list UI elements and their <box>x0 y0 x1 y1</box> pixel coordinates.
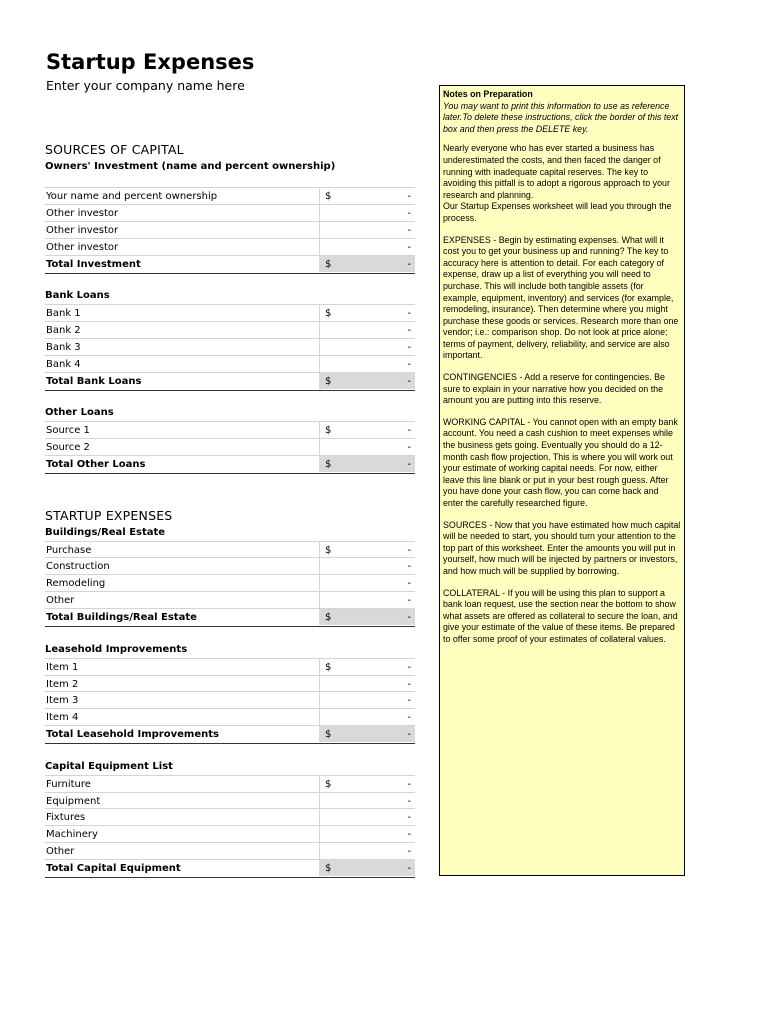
row-label: Item 2 <box>46 679 79 690</box>
total-label: Total Bank Loans <box>46 376 142 387</box>
total-row <box>45 455 415 474</box>
table-row[interactable] <box>45 204 415 222</box>
currency-symbol: $ <box>325 259 332 270</box>
row-label: Fixtures <box>46 812 86 823</box>
owners-investment-title: Owners' Investment (name and percent ownership) <box>45 161 336 172</box>
row-label: Other investor <box>46 242 119 253</box>
total-value: - <box>407 612 411 623</box>
row-value[interactable]: - <box>407 342 411 353</box>
sources-heading: SOURCES OF CAPITAL <box>45 142 184 157</box>
row-value[interactable]: - <box>407 242 411 253</box>
row-label: Source 2 <box>46 442 90 453</box>
total-row <box>45 859 415 878</box>
total-label: Total Capital Equipment <box>46 863 181 874</box>
expenses-heading: STARTUP EXPENSES <box>45 508 173 523</box>
row-label: Item 4 <box>46 712 79 723</box>
row-label: Furniture <box>46 779 91 790</box>
row-value[interactable]: - <box>407 308 411 319</box>
table-row[interactable] <box>45 842 415 860</box>
row-label: Other <box>46 595 75 606</box>
total-row <box>45 255 415 274</box>
notes-paragraph: Nearly everyone who has ever started a business has underestimated the costs, and then faced the danger of running with inadequate capital reserves. The key to avoiding this pitfall is to adopt a rigorous approach to your research and planning. <box>443 143 670 200</box>
table-row[interactable] <box>45 557 415 575</box>
row-label: Your name and percent ownership <box>46 191 218 202</box>
currency-symbol: $ <box>325 863 332 874</box>
table-row[interactable] <box>45 321 415 339</box>
table-row[interactable] <box>45 591 415 609</box>
bank-loans-title: Bank Loans <box>45 290 110 301</box>
table-row[interactable] <box>45 808 415 826</box>
total-label: Total Buildings/Real Estate <box>46 612 197 623</box>
row-value[interactable]: - <box>407 225 411 236</box>
total-label: Total Investment <box>46 259 141 270</box>
currency-symbol: $ <box>325 459 332 470</box>
notes-paragraph: EXPENSES - Begin by estimating expenses. What will it cost you to get your business up and running? The key to accuracy here is attention to detail. For each category of expense, draw up a list of everything you will need to purchase. This will include both tangible assets (for example, equipment, inventory) and services (for example, remodeling, insurance). Then determine where you might purchase these goods or services. Research more than one vendor; i.e.: comparison shop. Do not look at price alone; terms of payment, delivery, reliability, and service are also important. <box>443 234 679 361</box>
total-label: Total Leasehold Improvements <box>46 729 219 740</box>
row-label: Bank 4 <box>46 359 81 370</box>
table-row[interactable] <box>45 187 415 205</box>
table-row[interactable] <box>45 355 415 373</box>
table-row[interactable] <box>45 338 415 356</box>
row-value[interactable]: - <box>407 679 411 690</box>
currency-symbol: $ <box>325 376 332 387</box>
notes-intro: You may want to print this information to use as reference later.To delete these instructions, click the border of this text box and then press the DELETE key. <box>443 100 679 134</box>
company-name-field[interactable]: Enter your company name here <box>46 78 245 93</box>
row-value[interactable]: - <box>407 595 411 606</box>
table-row[interactable] <box>45 438 415 456</box>
row-label: Bank 3 <box>46 342 81 353</box>
row-value[interactable]: - <box>407 191 411 202</box>
total-row <box>45 725 415 744</box>
row-label: Remodeling <box>46 578 106 589</box>
row-value[interactable]: - <box>407 442 411 453</box>
notes-paragraph: COLLATERAL - If you will be using this plan to support a bank loan request, use the section near the bottom to show what assets are offered as collateral to secure the loan, and give your estimate of the value of these items. Be prepared to offer some proof of your estimates of collateral values. <box>443 587 678 644</box>
table-row[interactable] <box>45 691 415 709</box>
notes-paragraph: WORKING CAPITAL - You cannot open with an empty bank account. You need a cash cushion to meet expenses while the business gets going. Eventually you should do a 12-month cash flow projection. This is where you will work out your estimate of working capital needs. For now, either leave this line blank or put in your best rough guess. After you have done your cash flow, you can come back and enter the carefully researched figure. <box>443 416 678 508</box>
table-row[interactable] <box>45 825 415 843</box>
row-value[interactable]: - <box>407 662 411 673</box>
currency-symbol: $ <box>325 729 332 740</box>
table-row[interactable] <box>45 658 415 676</box>
row-value[interactable]: - <box>407 208 411 219</box>
total-row <box>45 372 415 391</box>
row-label: Item 1 <box>46 662 79 673</box>
notes-heading: Notes on Preparation <box>443 89 533 99</box>
row-value[interactable]: - <box>407 712 411 723</box>
currency-symbol: $ <box>325 545 332 556</box>
row-label: Bank 2 <box>46 325 81 336</box>
row-label: Other investor <box>46 208 119 219</box>
currency-symbol: $ <box>325 779 332 790</box>
row-value[interactable]: - <box>407 695 411 706</box>
row-label: Other investor <box>46 225 119 236</box>
row-label: Other <box>46 846 75 857</box>
notes-paragraph: SOURCES - Now that you have estimated how much capital will be needed to start, you should turn your attention to the top part of this worksheet. Enter the amounts you will put in yourself, how much will be injected by partners or investors, and how much will be supplied by borrowing. <box>443 519 681 576</box>
row-label: Equipment <box>46 796 101 807</box>
total-label: Total Other Loans <box>46 459 146 470</box>
row-label: Source 1 <box>46 425 90 436</box>
notes-textbox[interactable] <box>439 85 685 876</box>
table-row[interactable] <box>45 574 415 592</box>
row-value[interactable]: - <box>407 359 411 370</box>
row-value[interactable]: - <box>407 561 411 572</box>
row-label: Machinery <box>46 829 98 840</box>
currency-symbol: $ <box>325 191 332 202</box>
row-value[interactable]: - <box>407 829 411 840</box>
table-row[interactable] <box>45 304 415 322</box>
other-loans-title: Other Loans <box>45 407 114 418</box>
row-value[interactable]: - <box>407 425 411 436</box>
leasehold-title: Leasehold Improvements <box>45 644 188 655</box>
row-value[interactable]: - <box>407 779 411 790</box>
row-value[interactable]: - <box>407 846 411 857</box>
currency-symbol: $ <box>325 425 332 436</box>
buildings-title: Buildings/Real Estate <box>45 527 166 538</box>
row-value[interactable]: - <box>407 545 411 556</box>
total-value: - <box>407 729 411 740</box>
row-label: Bank 1 <box>46 308 81 319</box>
row-value[interactable]: - <box>407 325 411 336</box>
capital-equipment-title: Capital Equipment List <box>45 761 173 772</box>
table-row[interactable] <box>45 708 415 726</box>
notes-paragraph: CONTINGENCIES - Add a reserve for contingencies. Be sure to explain in your narrative how you decided on the amount you are putting into this reserve. <box>443 372 665 406</box>
row-label: Purchase <box>46 545 92 556</box>
total-row <box>45 608 415 627</box>
table-row[interactable] <box>45 221 415 239</box>
row-value[interactable]: - <box>407 812 411 823</box>
row-label: Construction <box>46 561 110 572</box>
total-value: - <box>407 459 411 470</box>
row-label: Item 3 <box>46 695 79 706</box>
table-row[interactable] <box>45 238 415 256</box>
total-value: - <box>407 863 411 874</box>
currency-symbol: $ <box>325 308 332 319</box>
table-row[interactable] <box>45 421 415 439</box>
total-value: - <box>407 376 411 387</box>
notes-paragraph: Our Startup Expenses worksheet will lead you through the process. <box>443 201 672 223</box>
currency-symbol: $ <box>325 612 332 623</box>
page-title: Startup Expenses <box>46 50 255 74</box>
row-value[interactable]: - <box>407 578 411 589</box>
total-value: - <box>407 259 411 270</box>
row-value[interactable]: - <box>407 796 411 807</box>
currency-symbol: $ <box>325 662 332 673</box>
table-row[interactable] <box>45 775 415 793</box>
